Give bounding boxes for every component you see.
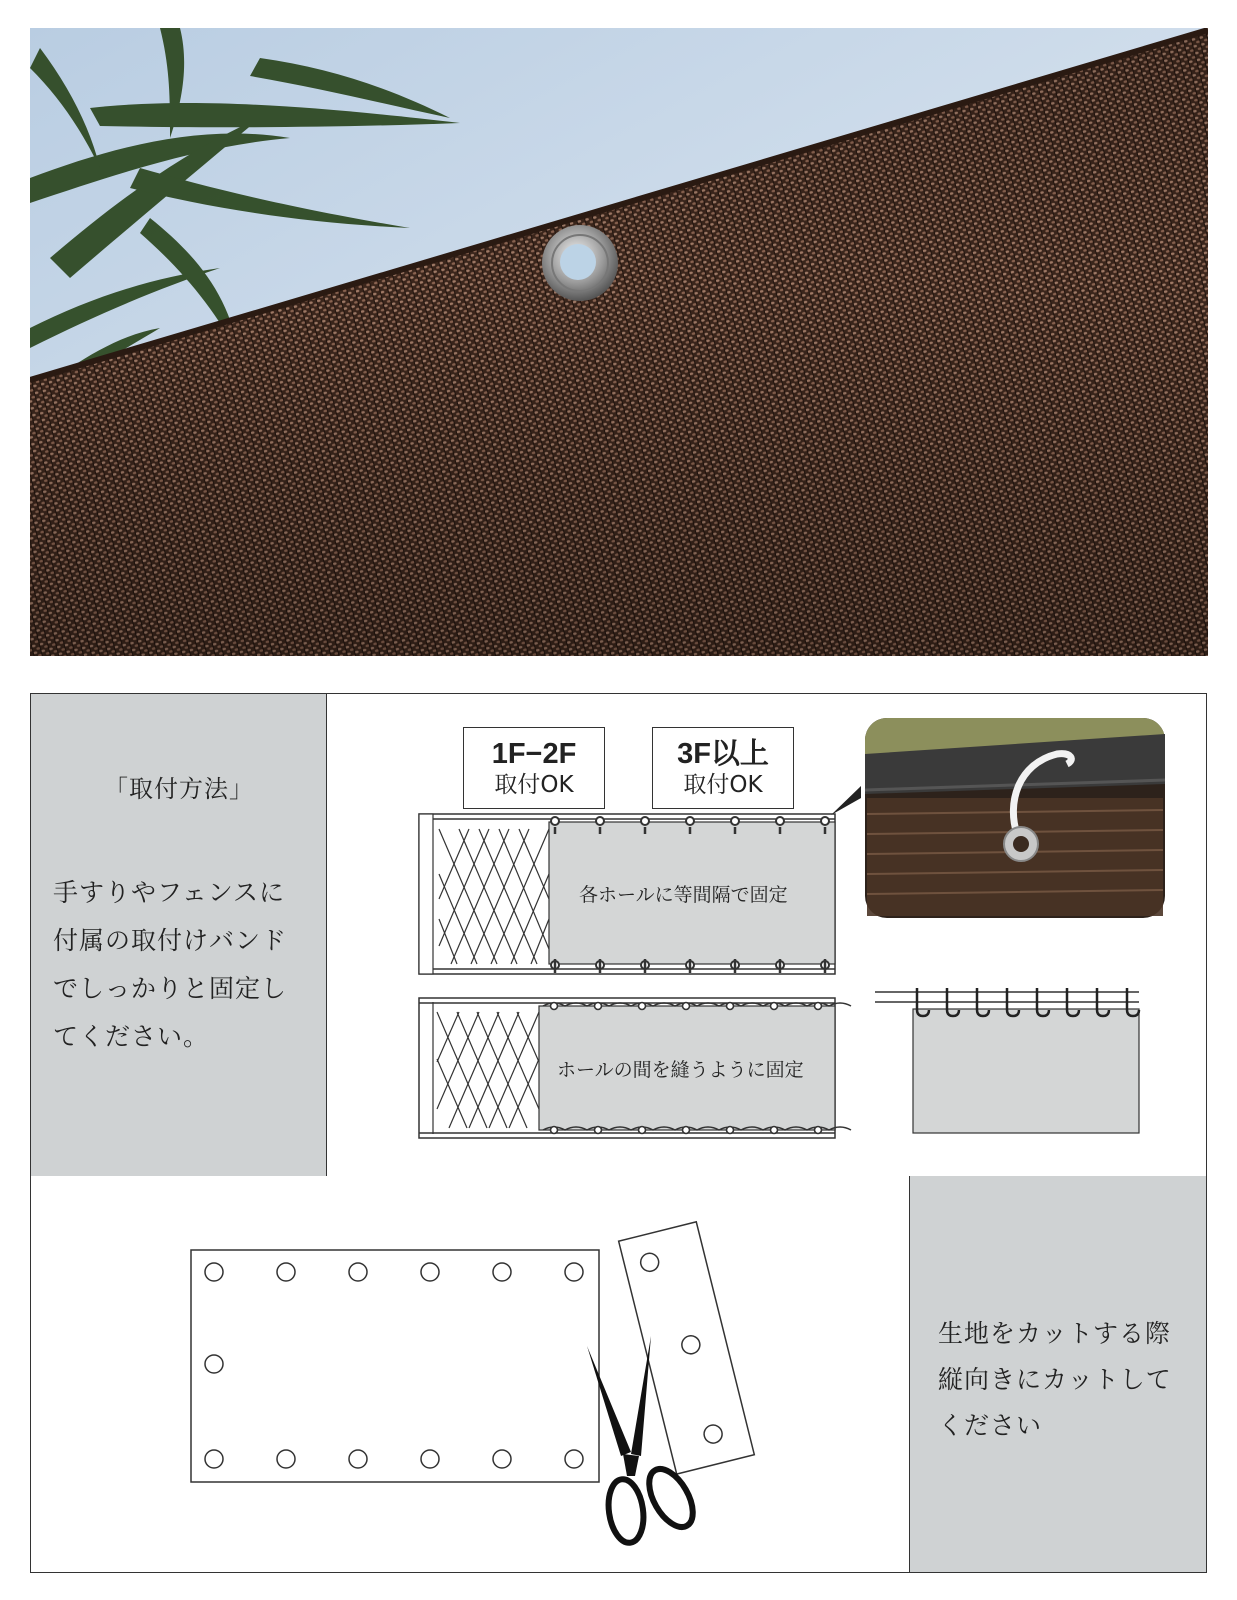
cut-note-cell — [910, 1176, 1206, 1572]
cut-note-text — [938, 1311, 1198, 1449]
cut-note-line: ください — [938, 1411, 1043, 1440]
inset-photo-rail-tie — [865, 718, 1165, 918]
cut-diagram — [31, 1176, 908, 1572]
install-method-cell — [31, 694, 327, 1176]
product-photo — [30, 28, 1208, 656]
install-method-title: 「取付方法」 — [104, 775, 254, 803]
install-method-text — [53, 869, 313, 1061]
tag-3f-up — [652, 727, 794, 809]
install-text-line: でしっかりと固定し — [53, 974, 288, 1003]
tag-3f-up-floors: 3F以上 — [677, 738, 769, 770]
install-diagrams-cell — [327, 694, 1206, 1176]
install-text-line: てください。 — [53, 1022, 210, 1051]
cut-note-line: 生地をカットする際 — [938, 1319, 1172, 1348]
tag-3f-up-ok: 取付OK — [683, 772, 763, 798]
tag-1f-2f-floors: 1F−2F — [491, 738, 577, 770]
tag-1f-2f-ok: 取付OK — [494, 772, 574, 798]
install-text-line: 付属の取付けバンド — [53, 926, 288, 955]
shade-net-photo — [30, 28, 1208, 656]
install-text-line: 手すりやフェンスに — [53, 878, 286, 907]
cut-diagram-cell — [31, 1176, 910, 1572]
net-sheet-with-holes — [191, 1250, 599, 1482]
grommet-icon — [542, 225, 618, 301]
diagram-hooks-side-view — [875, 988, 1139, 1133]
tag-1f-2f — [463, 727, 605, 809]
cut-note-line: 縦向きにカットして — [938, 1365, 1172, 1394]
label-sew-between: ホールの間を縫うように固定 — [557, 1059, 804, 1081]
label-each-hole: 各ホールに等間隔で固定 — [579, 884, 788, 906]
instruction-panel — [30, 693, 1207, 1573]
